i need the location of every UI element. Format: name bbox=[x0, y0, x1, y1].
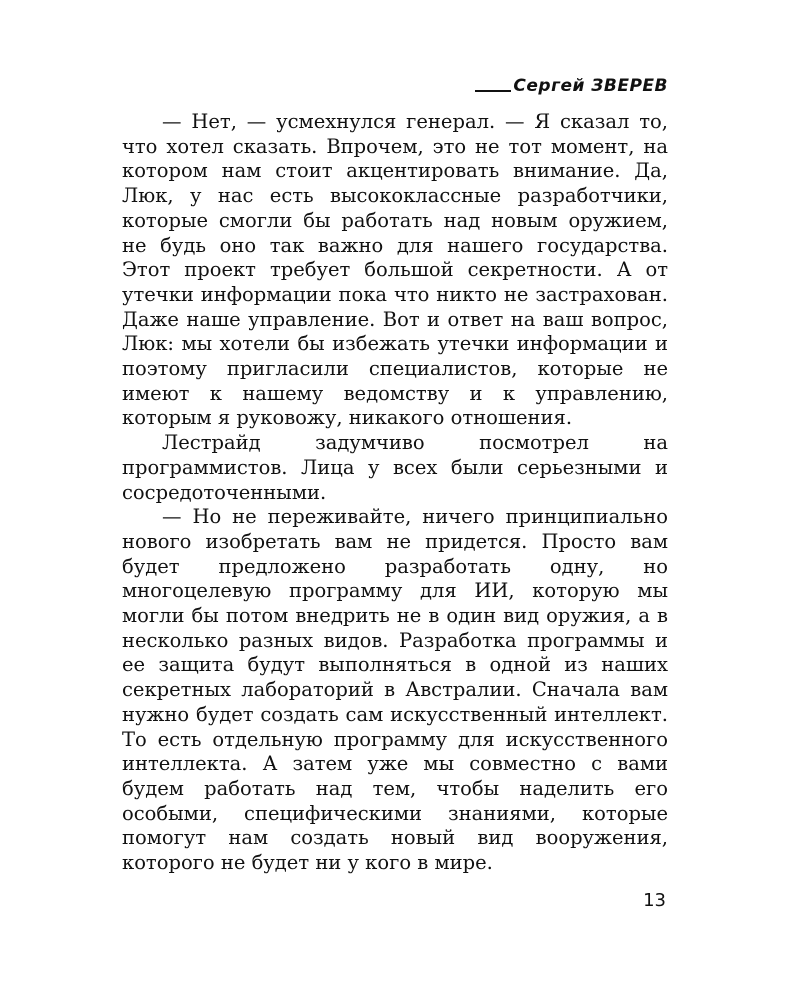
paragraph: Лестрайд задумчиво посмотрел на программистов. Лица у всех были серьезными и сосредоточенными. bbox=[122, 431, 668, 504]
paragraph: — Нет, — усмехнулся генерал. — Я сказал то, что хотел сказать. Впрочем, это не тот момент, на котором нам стоит акцентировать внимание. Да, Люк, у нас есть высококлассные разработчики, которые смогли бы работать над новым оружием, не будь оно так важно для нашего государства. Этот проект требует большой секретности. А от утечки информации пока что никто не застрахован. Даже наше управление. Вот и ответ на ваш вопрос, Люк: мы хотели бы избежать утечки информации и поэтому пригласили специалистов, которые не имеют к нашему ведомству и к управлению, которым я руковожу, никакого отношения. bbox=[122, 110, 668, 430]
body-text bbox=[122, 110, 668, 876]
header-author: Сергей ЗВЕРЕВ bbox=[513, 76, 668, 96]
header-rule bbox=[475, 90, 511, 92]
paragraph: — Но не переживайте, ничего принципиально нового изобретать вам не придется. Просто вам будет предложено разработать одну, но многоцелевую программу для ИИ, которую мы могли бы потом внедрить не в один вид оружия, а в несколько разных видов. Разработка программы и ее защита будут выполняться в одной из наших секретных лабораторий в Австралии. Сначала вам нужно будет создать сам искусственный интеллект. То есть отдельную программу для искусственного интеллекта. А затем уже мы совместно с вами будем работать над тем, чтобы наделить его особыми, специфическими знаниями, которые помогут нам создать новый вид вооружения, которого не будет ни у кого в мире. bbox=[122, 505, 668, 875]
running-header bbox=[122, 72, 668, 96]
page-number: 13 bbox=[643, 890, 666, 911]
